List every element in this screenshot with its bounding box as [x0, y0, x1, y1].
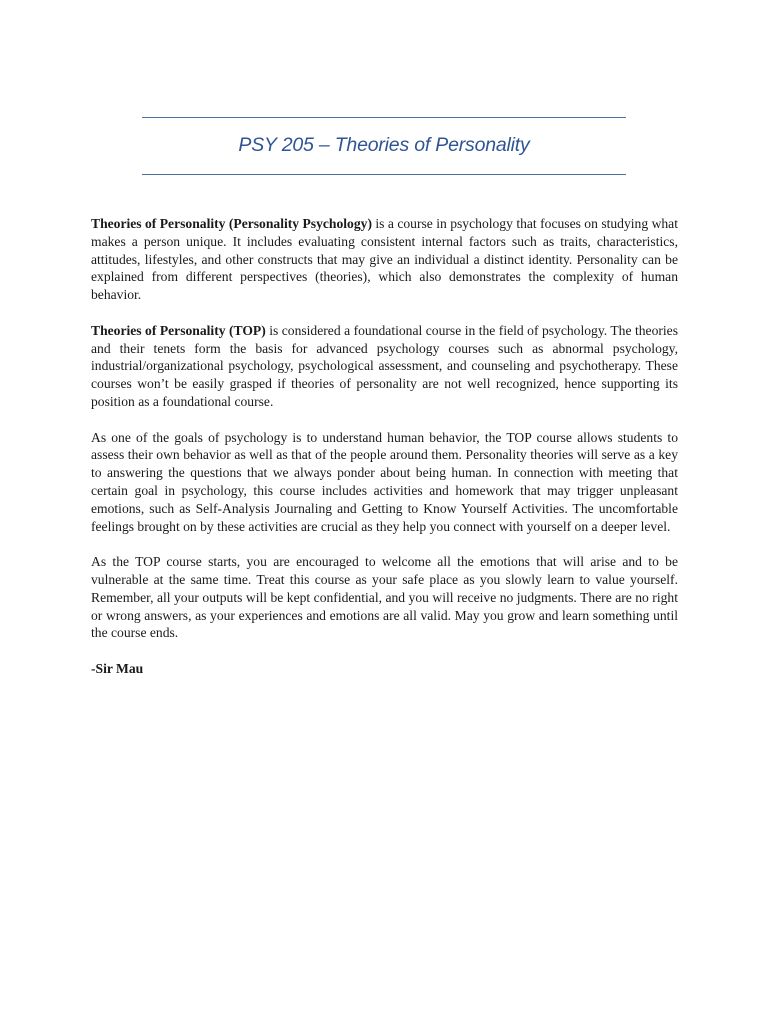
- paragraph-1: [91, 215, 678, 304]
- paragraph-2: [91, 322, 678, 411]
- paragraph-1-text: is a course in psychology that focuses on studying what makes a person unique. It includes evaluating consistent internal factors such as traits, characteristics, attitudes, lifestyles, and other constructs that may give an individual a distinct identity. Personality can be explained from different perspectives (theories), which also demonstrates the complexity of human behavior.: [91, 216, 678, 303]
- paragraph-2-lead: Theories of Personality (TOP): [91, 322, 266, 338]
- signature: -Sir Mau: [91, 660, 144, 676]
- document-body: [91, 215, 678, 678]
- title-bottom-rule: [142, 174, 626, 175]
- paragraph-3: [91, 429, 678, 536]
- paragraph-3-text: As one of the goals of psychology is to understand human behavior, the TOP course allows students to assess their own behavior as well as that of the people around them. Personality theories will serve as a key to answering the questions that we always ponder about being human. In connection with meeting that certain goal in psychology, this course includes activities and homework that may trigger unpleasant emotions, such as Self-Analysis Journaling and Getting to Know Yourself Activities. The uncomfortable feelings brought on by these activities are crucial as they help you connect with yourself on a deeper level.: [91, 429, 678, 534]
- paragraph-1-lead: Theories of Personality (Personality Psychology): [91, 216, 372, 231]
- paragraph-4: [91, 553, 678, 642]
- title-block: [142, 117, 626, 175]
- paragraph-2-text: is considered a foundational course in the field of psychology. The theories and their tenets form the basis for advanced psychology courses such as abnormal psychology, industrial/organizational psychology, psychological assessment, and counseling and psychotherapy. These courses won’t be easily grasped if theories of personality are not well recognized, hence supporting its position as a foundational course.: [91, 322, 678, 409]
- document-title: PSY 205 – Theories of Personality: [238, 134, 530, 156]
- paragraph-4-text: As the TOP course starts, you are encouraged to welcome all the emotions that will arise and to be vulnerable at the same time. Treat this course as your safe place as you slowly learn to value yourself. Remember, all your outputs will be kept confidential, and you will receive no judgments. There are no right or wrong answers, as your experiences and emotions are all valid. May you grow and learn something until the course ends.: [91, 554, 678, 641]
